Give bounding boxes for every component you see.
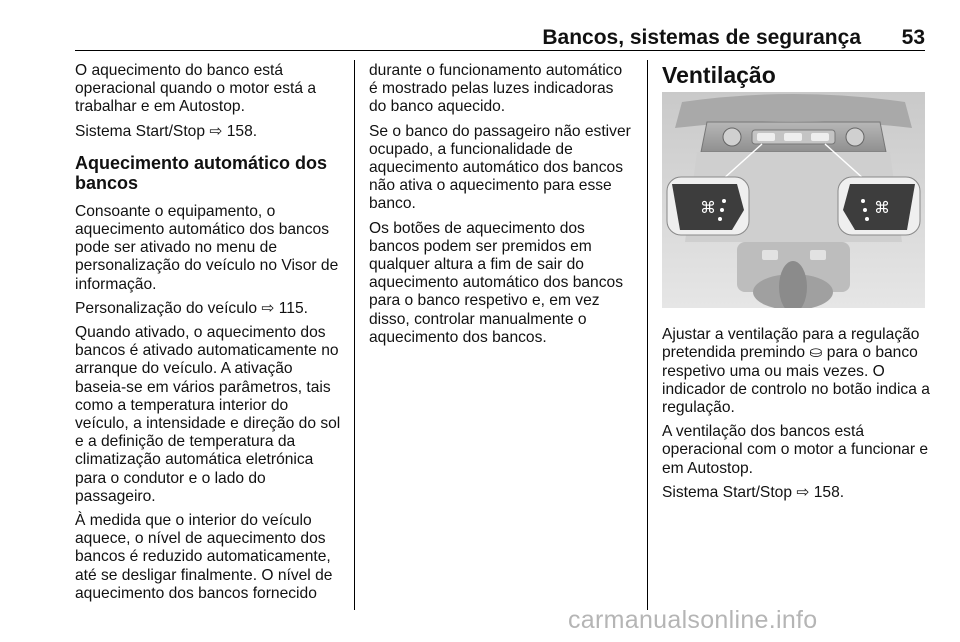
svg-text:⌘: ⌘ (874, 198, 890, 218)
column-divider-1 (354, 60, 355, 610)
paragraph: durante o funcionamento automático é mostrado pelas luzes indicadoras do banco aquecido. (369, 62, 623, 116)
column-divider-2 (647, 60, 648, 610)
section-heading: Aquecimento automático dos bancos (75, 152, 328, 193)
column-1 (75, 62, 343, 609)
svg-text:⌘: ⌘ (700, 198, 716, 218)
column-3 (662, 62, 930, 508)
paragraph: Consoante o equipamento, o aquecimento automático dos bancos pode ser ativado no menu de personalização do veículo no Visor de informação. (75, 202, 339, 293)
paragraph: Se o banco do passageiro não estiver ocupado, a funcionalidade de aquecimento automático dos bancos não ativa o aquecimento para esse banco. (369, 122, 631, 213)
dashboard-illustration (662, 92, 925, 308)
column-2 (369, 62, 634, 353)
watermark: carmanualsonline.info (568, 606, 818, 634)
paragraph: Quando ativado, o aquecimento dos bancos é ativado automaticamente no arranque do veículo. A ativação baseia-se em vários parâmetros, tais como a temperatura interior do veículo, a intensidade e direção do sol e a definição de temperatura da climatização automática eletrónica para o condutor e o lado do passageiro. (75, 324, 341, 505)
cross-reference: Sistema Start/Stop ⇨ 158. (75, 122, 258, 140)
paragraph: Os botões de aquecimento dos bancos podem ser premidos em qualquer altura a fim de sair do aquecimento automático dos bancos para o banco respetivo e, em vez disso, controlar manualmente o aquecimento dos bancos. (369, 219, 623, 346)
cross-reference: Sistema Start/Stop ⇨ 158. (662, 483, 845, 501)
paragraph: Ajustar a ventilação para a regulação pretendida premindo ⛀ para o banco respetivo uma ou mais vezes. O indicador de controlo no botão indica a regulação. (662, 326, 930, 417)
seat-ventilation-illustration (662, 92, 925, 308)
page-number: 53 (901, 26, 925, 49)
header-rule (75, 50, 925, 51)
paragraph: A ventilação dos bancos está operacional com o motor a funcionar e em Autostop. (662, 423, 929, 477)
section-heading: Ventilação (662, 62, 776, 88)
paragraph: O aquecimento do banco está operacional quando o motor está a trabalhar e em Autostop. (75, 62, 317, 116)
paragraph: À medida que o interior do veículo aquece, o nível de aquecimento dos bancos é reduzido automaticamente, até se desligar finalmente. O nível de aquecimento dos bancos fornecido (75, 512, 333, 602)
page-header (75, 26, 927, 50)
cross-reference: Personalização do veículo ⇨ 115. (75, 299, 308, 317)
header-title: Bancos, sistemas de segurança (542, 26, 861, 49)
